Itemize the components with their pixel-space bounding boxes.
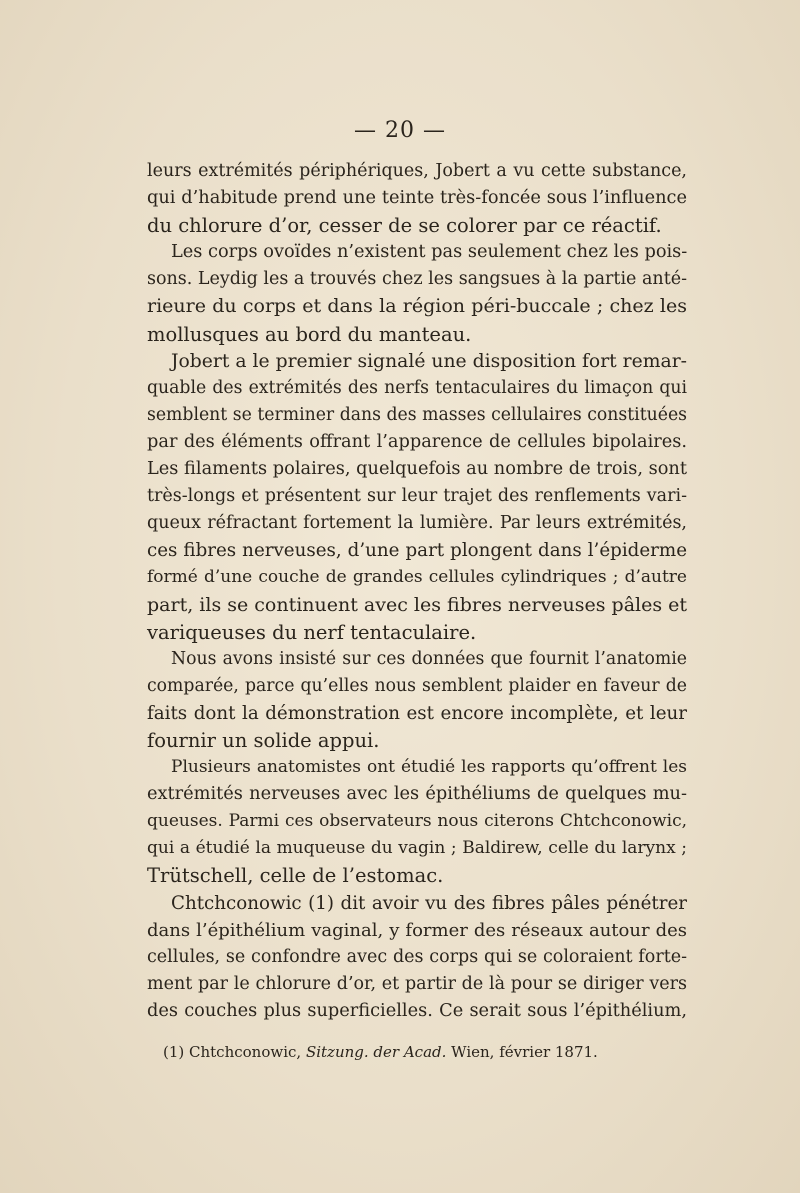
text-line: ces fibres nerveuses, d’une part plongent dans l’épiderme (147, 540, 687, 562)
text-line: par des éléments offrant l’apparence de cellules bipolaires. (147, 431, 687, 452)
text-line: comparée, parce qu’elles nous semblent plaider en faveur de (147, 675, 687, 696)
text-line: leurs extrémités périphériques, Jobert a vu cette substance, (147, 161, 687, 181)
footnote-details: Wien, février 1871. (451, 1043, 598, 1061)
text-line: sons. Leydig les a trouvés chez les sangsues à la partie anté- (147, 269, 687, 290)
text-line: fournir un solide appui. (147, 728, 380, 752)
paragraph (147, 890, 687, 1025)
text-line: queux réfractant fortement la lumière. Par leurs extrémités, (147, 513, 687, 534)
text-line: rieure du corps et dans la région péri-buccale ; chez les (147, 295, 687, 318)
text-line: ment par le chlorure d’or, et partir de là pour se diriger vers (147, 973, 687, 994)
text-line: variqueuses du nerf tentaculaire. (147, 620, 477, 644)
text-line: du chlorure d’or, cesser de se colorer par ce réactif. (147, 214, 662, 238)
footnote-marker: (1) Chtchconowic, (163, 1043, 302, 1061)
paragraph (147, 646, 687, 754)
text-line: extrémités nerveuses avec les épithéliums de quelques mu- (147, 784, 687, 805)
text-line: mollusques au bord du manteau. (147, 322, 472, 346)
text-line: Nous avons insisté sur ces données que fournit l’anatomie (171, 648, 687, 669)
text-line: Les corps ovoïdes n’existent pas seulement chez les pois- (171, 242, 688, 263)
text-line: semblent se terminer dans des masses cellulaires constituées (147, 404, 687, 425)
footnote-journal: Sitzung. der Acad. (305, 1043, 447, 1061)
text-line: Trütschell, celle de l’estomac. (147, 864, 444, 888)
text-line: part, ils se continuent avec les fibres nerveuses pâles et (147, 593, 688, 616)
text-line: queuses. Parmi ces observateurs nous citerons Chtchconowic, (147, 811, 687, 832)
paragraph (147, 348, 687, 646)
text-line: qui d’habitude prend une teinte très-foncée sous l’influence (147, 188, 687, 209)
body-text (147, 158, 687, 1025)
text-line: dans l’épithélium vaginal, y former des réseaux autour des (147, 919, 687, 941)
paragraph (147, 239, 687, 347)
text-line: quable des extrémités des nerfs tentaculaires du limaçon qui (147, 377, 687, 398)
text-line: faits dont la démonstration est encore incomplète, et leur (147, 702, 687, 724)
text-line: cellules, se confondre avec des corps qui se coloraient forte- (147, 946, 687, 967)
text-line: qui a étudié la muqueuse du vagin ; Baldirew, celle du larynx ; (147, 838, 687, 859)
paragraph (147, 158, 687, 239)
text-line: très-longs et présentent sur leur trajet des renflements vari- (147, 486, 687, 507)
page-number: — 20 — (354, 118, 446, 143)
text-line: des couches plus superficielles. Ce serait sous l’épithélium, (147, 1000, 687, 1021)
text-line: Jobert a le premier signalé une disposition fort remar- (171, 350, 687, 372)
text-line: Les filaments polaires, quelquefois au nombre de trois, sont (147, 459, 687, 480)
text-line: Chtchconowic (1) dit avoir vu des fibres pâles pénétrer (171, 892, 687, 914)
text-line: Plusieurs anatomistes ont étudié les rapports qu’offrent les (171, 757, 687, 778)
footnote (163, 1043, 598, 1061)
text-line: formé d’une couche de grandes cellules cylindriques ; d’autre (147, 567, 687, 588)
paragraph (147, 754, 687, 889)
